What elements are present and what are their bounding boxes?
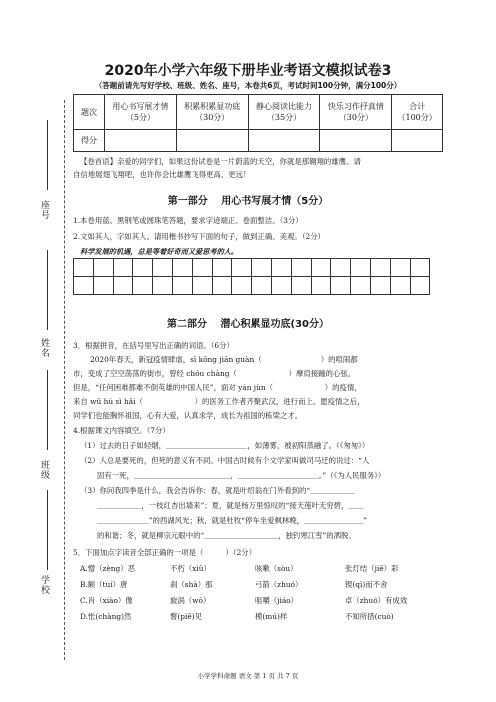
option-d-4: 不知所措(cuò) <box>345 612 394 621</box>
q4-item-3c: ＿＿＿＿＿＿＿”的西湖风光；秋，就是杜牧“停车坐爱枫林晚，＿＿＿＿＿＿＿＿” <box>97 516 368 525</box>
model-sentence: 科学发展的机遇，总是等着好奇而又爱思考的人。 <box>80 247 239 256</box>
q4-item-3a: （3）你问我四季是什么，我会告诉你：春，就是叶绍翁在门外看到的“＿＿＿＿＿＿ <box>80 486 355 495</box>
part2-heading: 第二部分 潜心积累显功底(30分） <box>167 319 329 330</box>
score-table <box>73 94 443 152</box>
class-label: 班级 <box>39 460 49 480</box>
page-footer: 小学学科命题 语文 第 1 页 共 7 页 <box>197 672 299 680</box>
option-a-4: 张灯结（jiē）彩 <box>345 564 399 573</box>
score-cell-1[interactable] <box>105 130 177 152</box>
score-col-2: 积累积累显功底 （30分） <box>176 95 248 130</box>
exam-title: 2020年小学六年级下册毕业考语文模拟试卷3 <box>104 63 392 79</box>
binding-line <box>64 100 65 660</box>
score-cell-3[interactable] <box>248 130 320 152</box>
preface-line-2: 自信地展翅飞翔吧，也许你会比雄鹰飞得更高、更远！ <box>73 170 251 179</box>
score-col-3: 静心阅读比能力 （35分） <box>248 95 320 130</box>
exam-subtitle: （答题前请先写好学校、班级、姓名、座号，本卷共6页，考试时间100分钟，满分100分） <box>94 81 402 90</box>
q4-item-1: （1）过去的日子如轻烟，＿＿＿＿＿＿＿＿＿＿＿，如薄雾，被初阳蒸融了。（《匆匆》） <box>80 441 370 450</box>
question-1: 1.本卷用蓝、黑钢笔或圆珠笔答题，要求字迹端正、卷面整洁。（3分） <box>73 216 303 225</box>
seat-label: 座号 <box>39 200 49 220</box>
question-4: 4.根据课文内容填空。（7分） <box>73 426 170 435</box>
option-c-2: 旋涡（wō） <box>170 596 211 605</box>
option-a-2: 不朽（xiǔ） <box>170 564 211 573</box>
score-row-label: 得分 <box>74 130 105 152</box>
q3-paragraph-line-4: 来自 wǔ hú sì hǎi（ ）的医务工作者齐聚武汉，进行而上。愿疫情之后， <box>73 397 365 406</box>
option-b-3: 弓箭（zhuó） <box>255 580 303 589</box>
question-3: 3．根据拼音，在括号里写出正确的词语。（6分） <box>73 341 234 350</box>
class-field[interactable] <box>47 370 48 450</box>
score-table-header: 题次 <box>74 95 105 130</box>
score-cell-2[interactable] <box>176 130 248 152</box>
name-label: 姓名 <box>39 338 49 358</box>
q4-item-3b: ＿＿＿＿＿＿，一枝红杏出墙来”；夏，就是杨万里惊叹的“接天莲叶无穷碧，＿＿ <box>97 501 364 510</box>
question-2: 2.文如其人，字如其人。请用楷书抄写下面的句子，做到正确、美观。（2分） <box>73 232 325 241</box>
school-label: 学校 <box>39 575 49 595</box>
grid-row-1 <box>73 258 429 276</box>
question-5: 5．下面加点字读音全部正确的一项是（ ）（2分） <box>73 548 257 557</box>
score-cell-total[interactable] <box>392 130 443 152</box>
option-a-1[interactable]: A.憎（zèng）恶 <box>80 564 136 573</box>
score-cell-4[interactable] <box>320 130 392 152</box>
option-c-1[interactable]: C.肖（xiào）像 <box>80 596 133 605</box>
part1-heading: 第一部分 用心书写展才情（5分） <box>167 196 329 207</box>
q3-paragraph-line-3: 但是，“任何困难都难不倒英雄的中国人民”，面对 yán jùn（ ）的疫情， <box>73 383 362 392</box>
seat-field[interactable] <box>47 120 48 190</box>
option-d-3: 模(mú)样 <box>255 612 288 621</box>
q4-item-2b: 固有一死，＿＿＿＿＿＿＿＿＿＿＿＿＿，＿＿＿＿＿＿＿＿＿＿＿。”（《为人民服务》） <box>97 471 386 480</box>
score-col-4: 快乐习作抒真情 （30分） <box>320 95 392 130</box>
q4-item-3d: 的和谐；冬，就是柳宗元眼中的“＿＿＿＿＿＿＿＿＿＿，独钓寒江雪”的洒脱。 <box>97 531 356 540</box>
option-b-4: 锲(qì)而不舍 <box>345 580 388 589</box>
score-col-1: 用心书写展才情 （5分） <box>105 95 177 130</box>
preface-line-1: 【卷首语】亲爱的同学们，如果这份试卷是一片蔚蓝的天空，你就是那翱翔的雄鹰。请 <box>80 157 361 166</box>
q3-paragraph-line-2: 市，变成了空空荡荡的街市，曾经 chóu chàng（ ）摩肩接踵的心弦。 <box>73 369 356 378</box>
option-d-1[interactable]: D.怅(chàng)然 <box>80 612 132 621</box>
option-a-3: 咳嗽（sòu） <box>255 564 298 573</box>
score-col-total: 合计 （100分） <box>392 95 443 130</box>
option-b-1[interactable]: B.额（tuí）唐 <box>80 580 128 589</box>
option-b-2: 刹（shà）那 <box>170 580 213 589</box>
writing-grid[interactable] <box>73 258 429 294</box>
option-d-2: 瞥(piē)见 <box>170 612 203 621</box>
q3-paragraph-line-1: 2020年春天，新冠疫情肆虐，sī kōng jiān guàn（ ）的喧闹都 <box>90 355 358 364</box>
q3-paragraph-line-5: 同学们也能胸怀祖国，心有大爱，认真求学，成长为祖国的栋梁之才。 <box>73 411 303 420</box>
option-c-4: 卓（zhuó）有成效 <box>345 596 408 605</box>
grid-row-2 <box>73 276 429 294</box>
school-field[interactable] <box>47 490 48 570</box>
option-c-3: 咀嚼（jiáo） <box>255 596 299 605</box>
q4-item-2a: （2）人总是要死的，但死的意义有不同。中国古时候有个文学家叫做司马迁的说过：“人 <box>80 456 370 465</box>
